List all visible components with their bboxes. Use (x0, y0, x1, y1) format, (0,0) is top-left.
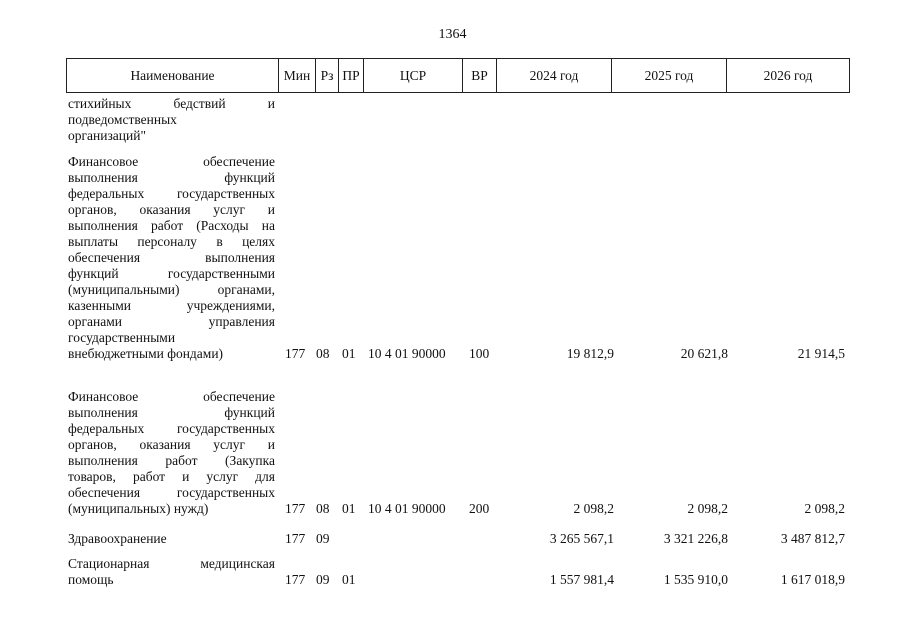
row-name-line: федеральных государственных (68, 421, 275, 436)
cell-y2026: 21 914,5 (797, 346, 845, 361)
cell-pr: 01 (342, 346, 356, 361)
row-name-line: помощь (68, 572, 114, 587)
row-name-line: Стационарная медицинская (68, 556, 275, 571)
row-name-line: органами управления (68, 314, 275, 329)
row-name-line: выполнения функций (68, 405, 275, 420)
col-header-2026: 2026 год (727, 59, 850, 93)
table-header (66, 58, 850, 93)
row-name-line: органов, оказания услуг и (68, 437, 275, 452)
row-name-line: органов, оказания услуг и (68, 202, 275, 217)
row-name-line: Финансовое обеспечение (68, 389, 275, 404)
row-name-line: подведомственных (68, 112, 177, 127)
row-name-line: стихийных бедствий и (68, 96, 275, 111)
cell-vr: 100 (469, 346, 490, 361)
cell-pr: 01 (342, 572, 356, 587)
col-header-rz: Рз (316, 59, 339, 93)
row-name (68, 531, 275, 547)
cell-rz: 08 (316, 346, 330, 361)
cell-rz: 09 (316, 531, 330, 546)
row-name-line: товаров, работ и услуг для (68, 469, 275, 484)
cell-y2024: 1 557 981,4 (549, 572, 614, 587)
cell-pr: 01 (342, 501, 356, 516)
row-name-line: (муниципальными) органами, (68, 282, 275, 297)
cell-y2026: 1 617 018,9 (780, 572, 845, 587)
row-name-line: Финансовое обеспечение (68, 154, 275, 169)
cell-min: 177 (285, 501, 306, 516)
cell-y2025: 20 621,8 (680, 346, 728, 361)
cell-csr: 10 4 01 90000 (368, 501, 446, 516)
row-name-line: внебюджетными фондами) (68, 346, 224, 361)
cell-rz: 08 (316, 501, 330, 516)
page-number: 1364 (438, 27, 467, 42)
row-name-line: функций государственными (68, 266, 275, 281)
row-name-line: выполнения функций (68, 170, 275, 185)
cell-min: 177 (285, 346, 306, 361)
cell-vr: 200 (469, 501, 490, 516)
row-name-line: выполнения работ (Закупка (68, 453, 275, 468)
col-header-csr: ЦСР (364, 59, 463, 93)
cell-rz: 09 (316, 572, 330, 587)
col-header-min: Мин (279, 59, 316, 93)
row-name-line: выполнения работ (Расходы на (68, 218, 275, 233)
col-header-vr: ВР (463, 59, 497, 93)
row-name-line: организаций" (68, 128, 146, 143)
row-name-line: государственными (68, 330, 176, 345)
row-name-line: Здравоохранение (68, 531, 167, 546)
row-name (68, 389, 275, 517)
col-header-2025: 2025 год (612, 59, 727, 93)
cell-y2025: 3 321 226,8 (663, 531, 728, 546)
cell-min: 177 (285, 572, 306, 587)
cell-y2024: 19 812,9 (566, 346, 614, 361)
col-header-pr: ПР (339, 59, 364, 93)
col-header-2024: 2024 год (497, 59, 612, 93)
row-name (68, 154, 275, 362)
row-name-line: федеральных государственных (68, 186, 275, 201)
cell-y2024: 3 265 567,1 (549, 531, 614, 546)
row-name (68, 96, 275, 144)
row-name-line: обеспечения государственных (68, 485, 275, 500)
row-name-line: (муниципальных) нужд) (68, 501, 209, 516)
cell-y2025: 2 098,2 (687, 501, 728, 516)
cell-csr: 10 4 01 90000 (368, 346, 446, 361)
cell-y2026: 3 487 812,7 (780, 531, 845, 546)
row-name-line: обеспечения выполнения (68, 250, 275, 265)
col-header-name: Наименование (67, 59, 279, 93)
cell-min: 177 (285, 531, 306, 546)
cell-y2024: 2 098,2 (573, 501, 614, 516)
row-name (68, 556, 275, 588)
row-name-line: выплаты персоналу в целях (68, 234, 275, 249)
row-name-line: казенными учреждениями, (68, 298, 275, 313)
cell-y2025: 1 535 910,0 (663, 572, 728, 587)
cell-y2026: 2 098,2 (804, 501, 845, 516)
